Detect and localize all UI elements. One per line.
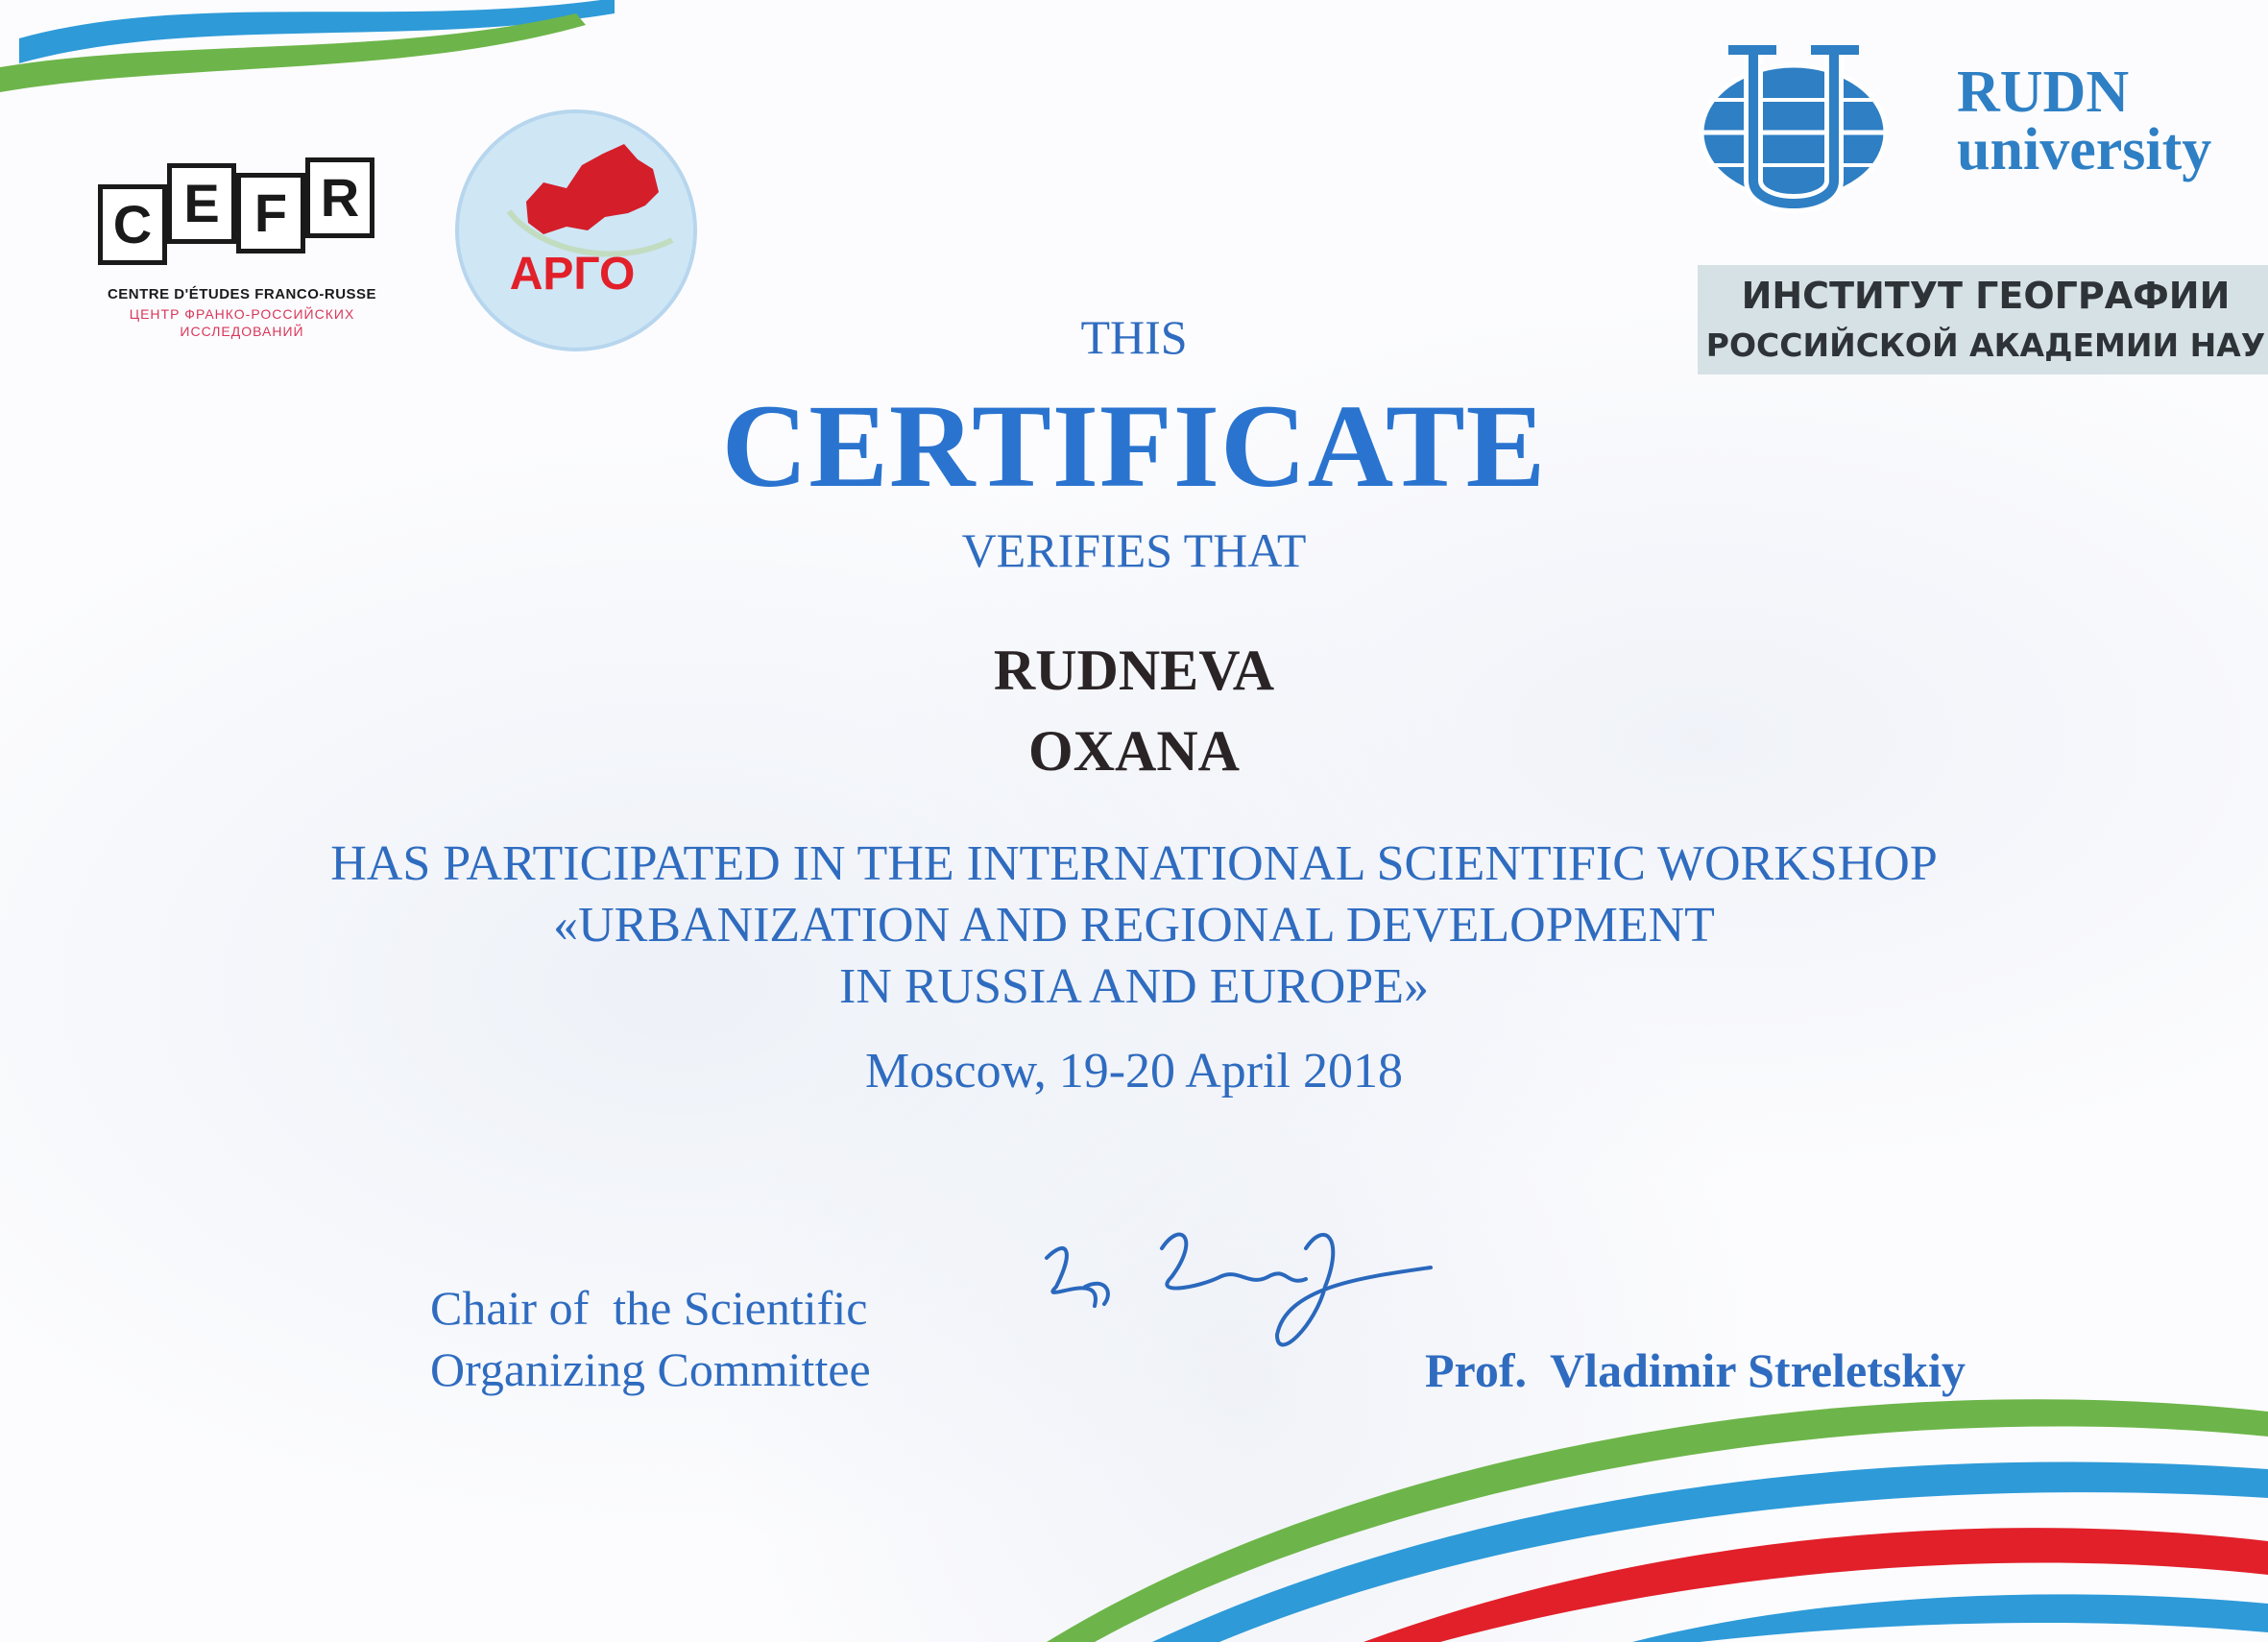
signatory-role	[430, 1277, 871, 1400]
recipient-given-name: OXANA	[1028, 719, 1240, 783]
line-verifies-that: VERIFIES THAT	[961, 523, 1307, 577]
signatory-role-line2: Organizing Committee	[430, 1342, 871, 1396]
cefr-letter-e: E	[167, 163, 236, 244]
signatory-role-line1: Chair of the Scientific	[430, 1281, 868, 1335]
recipient-surname: RUDNEVA	[993, 639, 1275, 702]
institute-banner-line1: ИНСТИТУТ ГЕОГРАФИИ	[1741, 275, 2231, 317]
rudn-name-line1: RUDN	[1957, 60, 2130, 125]
argo-logo-label: АРГО	[509, 249, 636, 300]
signature	[1047, 1235, 1431, 1345]
certificate-heading: CERTIFICATE	[721, 380, 1547, 512]
bottom-blue-stripe-2	[1632, 1594, 2268, 1642]
cefr-letter-r: R	[305, 157, 374, 238]
body-line-1: HAS PARTICIPATED IN THE INTERNATIONAL SCIENTIFIC WORKSHOP	[330, 836, 1938, 891]
rudn-logo-text	[1957, 60, 2212, 182]
body-line-2: «URBANIZATION AND REGIONAL DEVELOPMENT	[553, 898, 1715, 953]
cefr-subtitle-fr: CENTRE D'ÉTUDES FRANCO-RUSSE	[107, 286, 377, 302]
institute-banner-line2: РОССИЙСКОЙ АКАДЕМИИ НАУ	[1705, 326, 2266, 364]
cefr-subtitle-ru-line1: ЦЕНТР ФРАНКО-РОССИЙСКИХ	[129, 306, 355, 322]
body-line-3: IN RUSSIA AND EUROPE»	[839, 959, 1429, 1014]
cefr-logo	[88, 134, 396, 339]
cefr-letter-f: F	[236, 173, 305, 254]
place-and-date: Moscow, 19-20 April 2018	[865, 1044, 1403, 1099]
cefr-subtitle-ru-line2: ИССЛЕДОВАНИЙ	[180, 324, 304, 339]
rudn-name-line2: university	[1957, 117, 2212, 182]
line-this: THIS	[1080, 310, 1188, 364]
signatory-name: Prof. Vladimir Streletskiy	[1425, 1343, 1966, 1397]
cefr-letter-c: C	[98, 184, 167, 265]
